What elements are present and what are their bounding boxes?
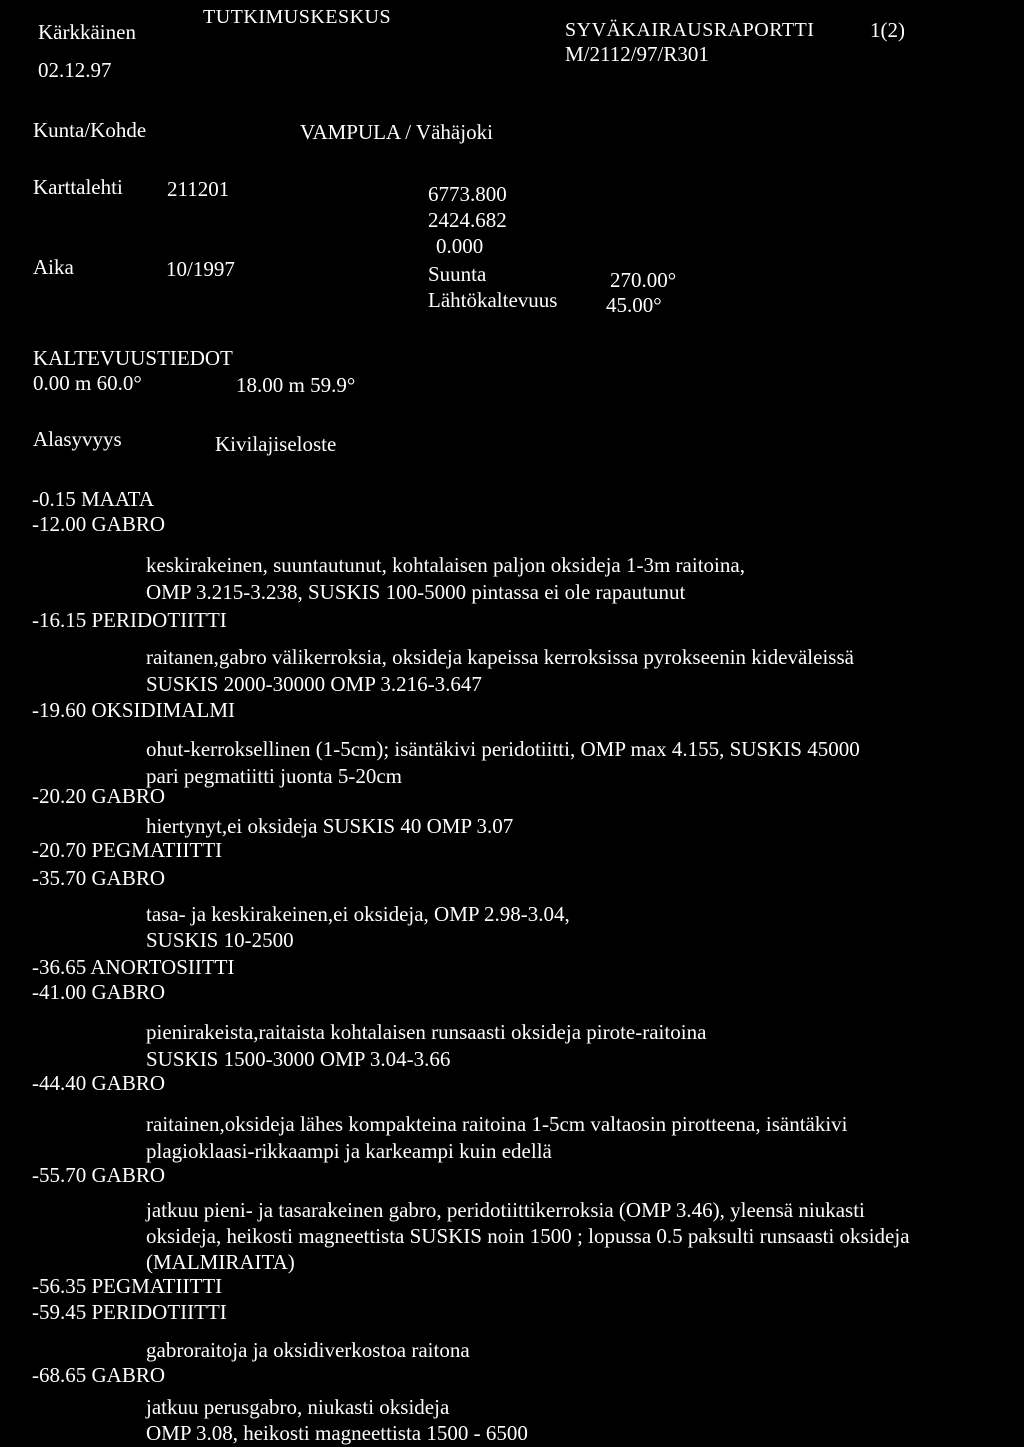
log-description: tasa- ja keskirakeinen,ei oksideja, OMP 2.98-3.04, (146, 902, 570, 926)
log-description: (MALMIRAITA) (146, 1250, 295, 1274)
lahtokaltevuus-value: 45.00° (606, 293, 662, 317)
report-title: SYVÄKAIRAUSRAPORTTI (565, 19, 815, 41)
inclination-measure-1: 0.00 m 60.0° (33, 371, 142, 395)
column-description-header: Kivilajiseloste (215, 432, 337, 456)
log-description: SUSKIS 2000-30000 OMP 3.216-3.647 (146, 672, 482, 696)
log-depth: -55.70 GABRO (32, 1163, 166, 1187)
log-depth: -20.70 PEGMATIITTI (32, 838, 223, 862)
log-description: keskirakeinen, suuntautunut, kohtalaisen paljon oksideja 1-3m raitoina, (146, 553, 745, 577)
inclination-title: KALTEVUUSTIEDOT (33, 346, 233, 370)
log-depth: -41.00 GABRO (32, 980, 166, 1004)
log-description: oksideja, heikosti magneettista SUSKIS noin 1500 ; lopussa 0.5 paksulti runsaasti oksideja (146, 1224, 910, 1248)
log-description: raitanen,gabro välikerroksia, oksideja kapeissa kerroksissa pyrokseenin kideväleissä (146, 645, 854, 669)
log-depth: -68.65 GABRO (32, 1363, 166, 1387)
author: Kärkkäinen (38, 20, 136, 44)
log-description: hiertynyt,ei oksideja SUSKIS 40 OMP 3.07 (146, 814, 514, 838)
log-description: OMP 3.08, heikosti magneettista 1500 - 6500 (146, 1421, 528, 1445)
aika-label: Aika (33, 255, 74, 279)
log-depth: -44.40 GABRO (32, 1071, 166, 1095)
log-description: gabroraitoja ja oksidiverkostoa raitona (146, 1338, 470, 1362)
coord-z: 0.000 (436, 234, 484, 258)
coord-y: 2424.682 (428, 208, 507, 232)
aika-value: 10/1997 (166, 257, 235, 281)
log-depth: -59.45 PERIDOTIITTI (32, 1300, 227, 1324)
log-depth: -56.35 PEGMATIITTI (32, 1274, 223, 1298)
log-depth: -0.15 MAATA (32, 487, 154, 511)
karttalehti-label: Karttalehti (33, 175, 123, 199)
log-depth: -12.00 GABRO (32, 512, 166, 536)
log-description: SUSKIS 1500-3000 OMP 3.04-3.66 (146, 1047, 451, 1071)
log-description: pari pegmatiitti juonta 5-20cm (146, 764, 403, 788)
lahtokaltevuus-label: Lähtökaltevuus (428, 288, 558, 312)
karttalehti-value: 211201 (167, 177, 230, 201)
log-description: SUSKIS 10-2500 (146, 928, 294, 952)
inclination-measure-2: 18.00 m 59.9° (236, 373, 356, 397)
log-description: jatkuu perusgabro, niukasti oksideja (146, 1395, 450, 1419)
kunta-value: VAMPULA / Vähäjoki (300, 120, 493, 144)
column-depth-header: Alasyvyys (33, 427, 122, 451)
log-description: raitainen,oksideja lähes kompakteina raitoina 1-5cm valtaosin pirotteena, isäntäkivi (146, 1112, 848, 1136)
log-description: pienirakeista,raitaista kohtalaisen runsaasti oksideja pirote-raitoina (146, 1020, 707, 1044)
report-id: M/2112/97/R301 (565, 42, 709, 66)
report-date: 02.12.97 (38, 58, 112, 82)
suunta-value: 270.00° (610, 268, 677, 292)
page-number: 1(2) (870, 18, 905, 42)
kunta-label: Kunta/Kohde (33, 118, 147, 142)
suunta-label: Suunta (428, 262, 487, 286)
log-depth: -20.20 GABRO (32, 784, 166, 808)
log-description: plagioklaasi-rikkaampi ja karkeampi kuin edellä (146, 1139, 552, 1163)
log-description: OMP 3.215-3.238, SUSKIS 100-5000 pintassa ei ole rapautunut (146, 580, 686, 604)
log-description: jatkuu pieni- ja tasarakeinen gabro, peridotiittikerroksia (OMP 3.46), yleensä niukasti (146, 1198, 865, 1222)
organization: TUTKIMUSKESKUS (203, 6, 392, 28)
log-depth: -19.60 OKSIDIMALMI (32, 698, 235, 722)
log-depth: -35.70 GABRO (32, 866, 166, 890)
log-depth: -16.15 PERIDOTIITTI (32, 608, 227, 632)
coord-x: 6773.800 (428, 182, 507, 206)
log-depth: -36.65 ANORTOSIITTI (32, 955, 235, 979)
log-description: ohut-kerroksellinen (1-5cm); isäntäkivi peridotiitti, OMP max 4.155, SUSKIS 45000 (146, 737, 860, 761)
